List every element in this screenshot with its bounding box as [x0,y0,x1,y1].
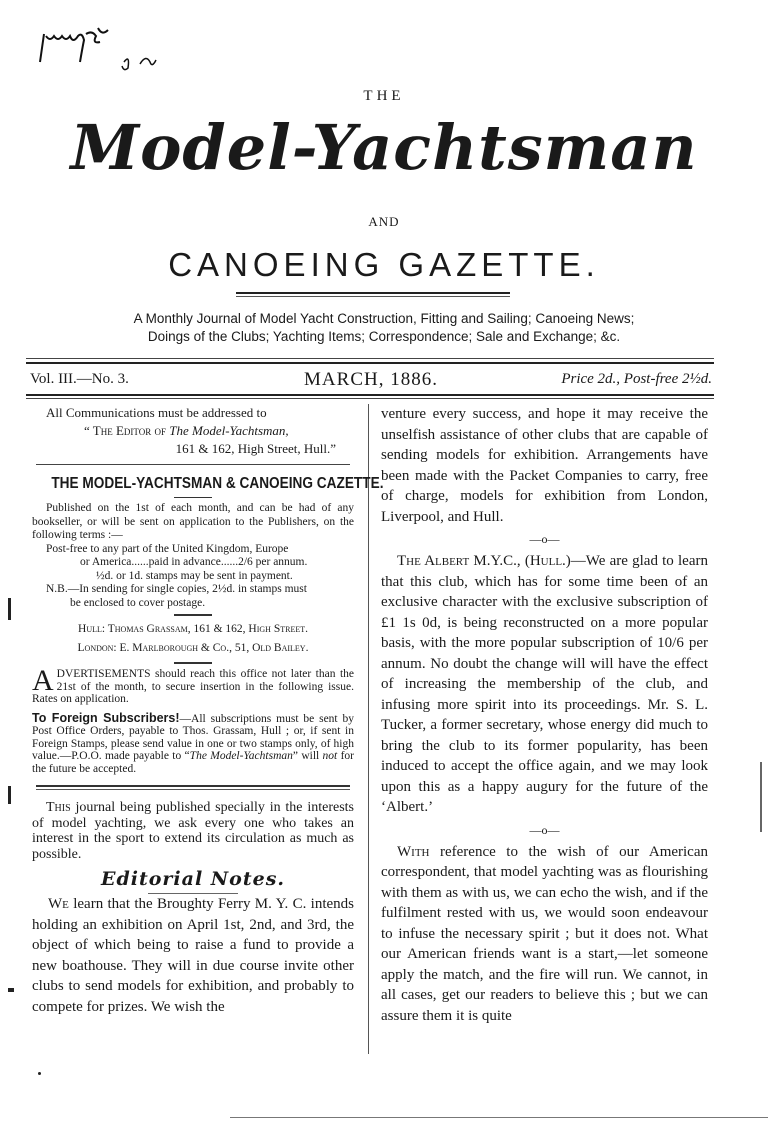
separator: —o— [529,532,560,546]
address-london: London: E. Marlborough & Co., 51, Old Bailey. [77,642,309,654]
communications-notice [32,404,354,458]
issue-date: MARCH, 1886. [304,369,438,390]
terms-line-5: be enclosed to cover postage. [70,596,206,609]
handwritten-annotation [36,20,216,80]
editor-label: “ The Editor of [84,423,170,438]
journal-appeal [32,800,354,862]
scan-mark [8,988,14,992]
editorial-heading: Editorial Notes. [100,868,286,890]
advertisements-text: DVERTISEMENTS should reach this office not later than the 21st of the month, to secure insertion in the following issue. Rates on application. [32,668,354,705]
double-rule [36,785,350,787]
issue-price: Price 2d., Post-free 2½d. [561,371,712,387]
address-rule [174,662,212,664]
scan-mark [8,786,11,804]
foreign-subscribers-notice [32,712,354,776]
editorial-body [32,894,354,1017]
editorial-text: learn that the Broughty Ferry M. Y. C. intends holding an exhibition on April 1st, 2nd, and 3rd, the object of which being to raise a fund to provide a new boathouse. They will in due course invite other clubs to send models for exhibition, and probably to compete for prizes. We wish the [32,896,354,1015]
tagline-line-2: Doings of the Clubs; Yachting Items; Correspondence; Sale and Exchange; &c. [147,329,621,344]
scan-edge [230,1117,768,1118]
issue-rule-top [26,362,714,364]
section-rule [36,464,350,465]
terms-line-1: Post-free to any part of the United Kingdom, Europe [46,542,289,555]
masthead-rule-thin [236,296,510,297]
terms-line-3: ½d. or 1d. stamps may be sent in payment. [96,569,293,582]
scan-dot [38,1072,41,1075]
foreign-text: ” will [292,750,323,762]
masthead-and: AND [368,214,400,229]
scan-mark [8,598,11,620]
drop-cap: A [32,664,54,697]
communications-line-2 [32,422,354,440]
terms-line-2: or America......paid in advance......2/6 per annum. [80,556,308,568]
albert-paragraph [381,551,708,818]
masthead-subtitle: CANOEING GAZETTE. [168,246,600,283]
issue-line [30,369,712,391]
heading-rule [174,497,212,498]
right-column [381,404,708,1026]
published-terms: Published on the 1st of each month, and can be had of any bookseller, or will be sent on application to the Publishers, on the following terms :— [32,502,354,541]
issue-rule-top-thin [26,358,714,359]
lead-word: With [397,843,430,860]
separator: —o— [529,822,560,837]
terms-rule [174,614,212,616]
left-column [32,404,384,1017]
foreign-heading: To Foreign Subscribers! [32,710,180,725]
publication-name: The Model-Yachtsman, [169,423,289,438]
issue-rule-bottom-thin [26,398,714,399]
terms-line-4: N.B.—In sending for single copies, 2½d. in stamps must [46,583,307,595]
albert-text: —We are glad to learn that this club, which has for some time been of an exclusive character with the exclusive subscription of £1 1s 0d, is being reconstructed on a more popular basis, with the more popular subscription of 10/6 per annum. No doubt the change will will have the effect of increasing the membership of the club, and infusing more spirit into its proceedings. Mr. S. L. Tucker, a former secretary, whose energy did much to bring the club to its former popularity, has been induced to accept the office again, and we may look upon this as a happy augury for the future of the ‘Albert.’ [381,553,708,815]
foreign-text: —All subscriptions must be sent by Post Office Orders, payable to Thos. Grassam, Hull ; or, if sent in Foreign Stamps, please send value in one or two stamps only, of high value.—P.O.O. made payable to “ [32,712,354,762]
advertisements-notice [32,664,354,706]
issue-rule-bottom [26,394,714,396]
masthead-title: Model-Yachtsman [70,111,698,184]
lead-word: This [46,800,71,815]
lead-word: We [48,896,69,912]
address-hull: Hull: Thomas Grassam, 161 & 162, High Street. [78,623,308,635]
publication-name: The Model-Yachtsman [189,750,293,762]
albert-lead: The Albert M.Y.C., (Hull.) [397,553,571,569]
continued-paragraph: venture every success, and hope it may receive the unselfish assistance of other clubs that are capable of sending models for exhibition. Arrangements have been made with the Packet Companies to carry, free of charge, models for exhibition from London, Liverpool, and Hull. [381,406,708,525]
scan-mark [760,762,762,832]
masthead-tagline [0,310,768,346]
masthead-rule [236,292,510,294]
communications-line-3: 161 & 162, High Street, Hull.” [175,441,336,456]
volume-number: Vol. III.—No. 3. [30,371,129,387]
editorial-paragraph [32,894,354,1017]
double-rule-thin [36,789,350,790]
journal-text: journal being published specially in the interests of model yachting, we ask every one who takes an interest in the sport to extend its circulation as much as possible. [32,800,354,862]
notice-heading: THE MODEL-YACHTSMAN & CANOEING CAZETTE. [51,475,384,492]
tagline-line-1: A Monthly Journal of Model Yacht Construction, Fitting and Sailing; Canoeing News; [133,311,635,326]
american-text: reference to the wish of our American correspondent, that model yachting was as flourishing with them as with us, we can echo the wish, and if the fulfilment rested with us, we would soon endeavour to infuse the necessary spirit ; but it does not. What our American friends want is a start,—let someone apply the match, and the fire will run. We cannot, in all cases, get our readers to believe this ; but we can assure them it is quite [381,843,708,1024]
foreign-text: for the future be accepted. [32,750,354,775]
emphasis-not: not [322,750,338,762]
masthead-the: THE [363,88,405,104]
column-divider [368,404,369,1054]
american-paragraph [381,842,708,1027]
communications-line-1: All Communications must be addressed to [46,405,267,420]
right-body [381,404,708,1026]
